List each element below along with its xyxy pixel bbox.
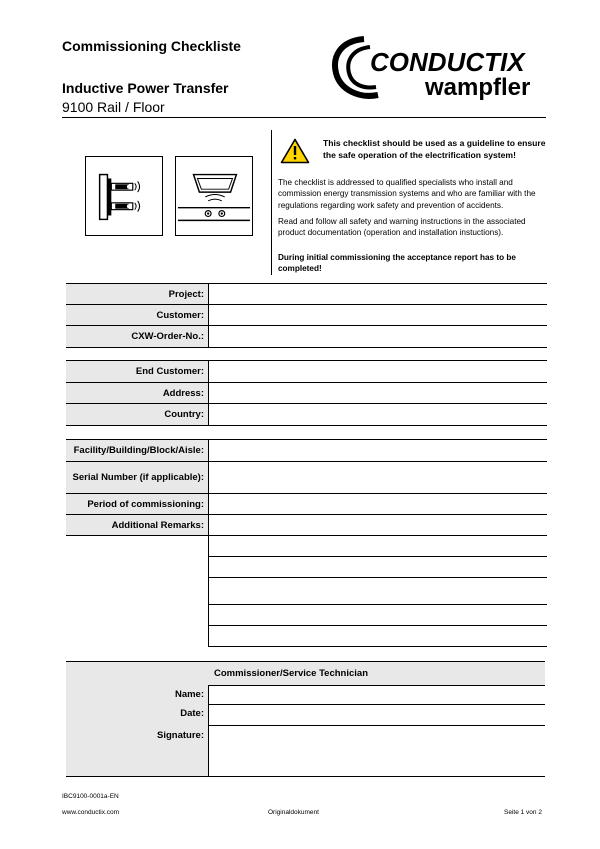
period-field[interactable]	[208, 494, 547, 514]
header-divider	[62, 117, 546, 118]
customer-field[interactable]	[208, 305, 547, 325]
form-row-project	[66, 283, 547, 304]
signature-label-column	[66, 662, 209, 776]
document-variant: 9100 Rail / Floor	[62, 99, 165, 115]
form-row-order-no	[66, 325, 547, 347]
facility-table	[66, 439, 547, 647]
field-label: Project:	[66, 284, 208, 304]
remarks-line[interactable]	[208, 556, 547, 557]
notice-paragraph: Read and follow all safety and warning instructions in the associated product documentation (operation and installation instuctions).	[278, 217, 526, 238]
form-row-address	[66, 382, 547, 403]
signature-table	[66, 661, 545, 777]
field-label: Facility/Building/Block/Aisle:	[66, 440, 208, 461]
field-label: CXW-Order-No.:	[66, 326, 208, 347]
end-customer-table	[66, 360, 547, 426]
signature-label: Signature:	[157, 730, 204, 741]
field-label: Additional Remarks:	[66, 515, 208, 535]
conductix-wampfler-logo	[330, 33, 545, 105]
order-number-field[interactable]	[208, 326, 547, 347]
field-label: Address:	[66, 383, 208, 403]
name-field[interactable]	[208, 704, 545, 705]
remarks-left-rule	[208, 536, 209, 646]
signature-header: Commissioner/Service Technician	[208, 662, 545, 686]
document-subtitle: Inductive Power Transfer	[62, 80, 229, 96]
notice-paragraph: The checklist is addressed to qualified specialists who install and commission energy transmission systems and who are familiar with the regulations regarding work safety and prevention of accidents.	[278, 178, 536, 210]
rail-pickup-illustration	[85, 156, 163, 236]
field-label: Period of commissioning:	[66, 494, 208, 514]
warning-icon	[280, 138, 310, 164]
form-row-country	[66, 403, 547, 425]
form-row-period	[66, 493, 547, 514]
remarks-line[interactable]	[208, 604, 547, 605]
page-number: Seite 1 von 2	[504, 809, 542, 816]
form-row-remarks	[66, 514, 547, 536]
floor-pickup-illustration	[175, 156, 253, 236]
date-label: Date:	[180, 708, 204, 719]
field-label: Customer:	[66, 305, 208, 325]
document-title: Commissioning Checkliste	[62, 38, 241, 54]
country-field[interactable]	[208, 404, 547, 425]
notice-divider	[271, 130, 272, 275]
table-rule	[208, 685, 545, 686]
svg-text:CONDUCTIX: CONDUCTIX	[370, 47, 525, 77]
project-info-table	[66, 283, 547, 348]
form-row-end-customer	[66, 360, 547, 382]
form-row-facility	[66, 439, 547, 461]
end-customer-field[interactable]	[208, 361, 547, 382]
notice-headline: This checklist should be used as a guideline to ensure the safe operation of the electrification system!	[323, 138, 546, 160]
remarks-line[interactable]	[208, 625, 547, 626]
remarks-field[interactable]	[208, 515, 547, 535]
footer-url: www.conductix.com	[62, 809, 120, 816]
form-row-serial	[66, 461, 547, 493]
document-code: IBC9100-0001a-EN	[62, 793, 119, 800]
project-field[interactable]	[208, 284, 547, 304]
remarks-line[interactable]	[208, 577, 547, 578]
field-label: Serial Number (if applicable):	[66, 462, 208, 493]
facility-field[interactable]	[208, 440, 547, 461]
svg-text:wampfler: wampfler	[425, 74, 531, 101]
name-label: Name:	[174, 689, 204, 700]
address-field[interactable]	[208, 383, 547, 403]
field-label: End Customer:	[66, 361, 208, 382]
remarks-line[interactable]	[208, 646, 547, 647]
footer-document-type: Originaldokument	[268, 809, 319, 816]
notice-completion-note: During initial commissioning the acceptance report has to be completed!	[278, 253, 516, 274]
serial-number-field[interactable]	[208, 462, 547, 493]
field-label: Country:	[66, 404, 208, 425]
form-row-customer	[66, 304, 547, 325]
date-field[interactable]	[208, 725, 545, 726]
